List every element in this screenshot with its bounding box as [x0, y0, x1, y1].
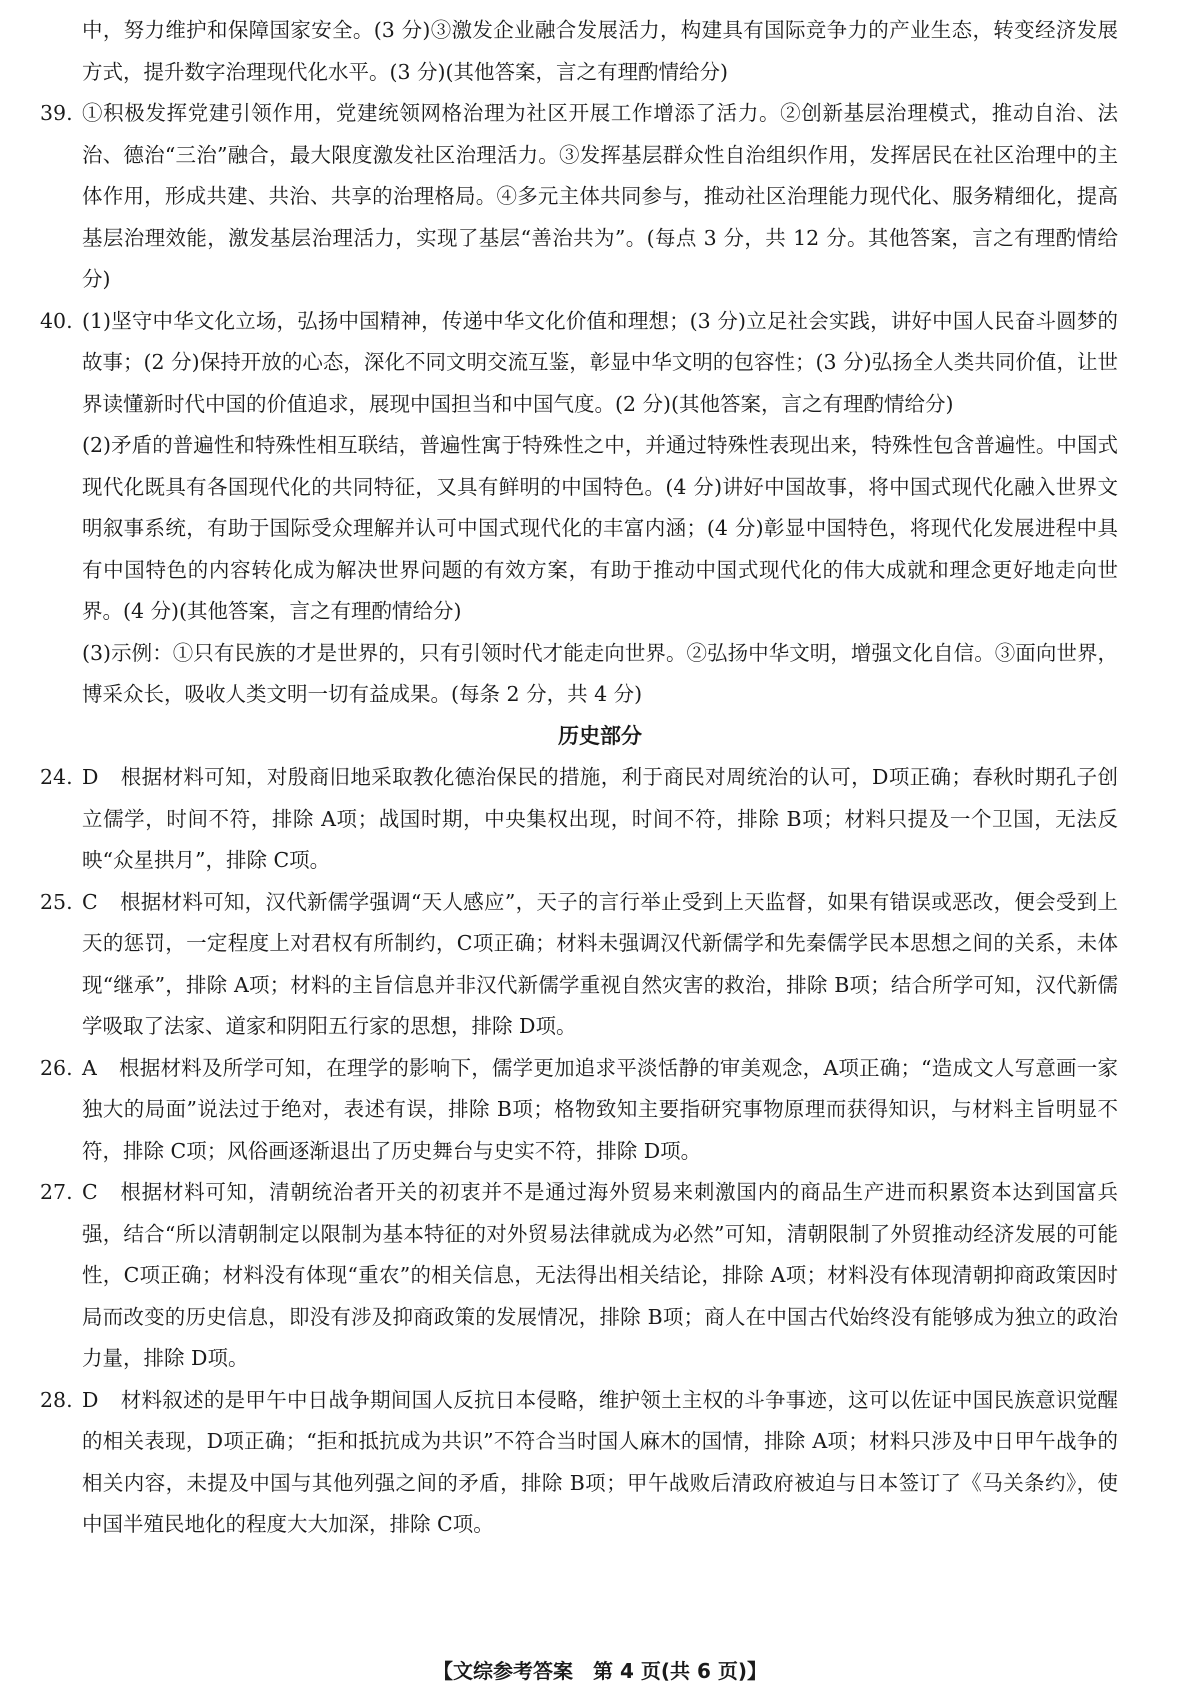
history-section-title: 历史部分: [558, 723, 642, 748]
answer-letter: D: [82, 1387, 99, 1412]
question-number: 39.: [40, 101, 73, 125]
answer-letter: C: [82, 1180, 98, 1204]
q38-continuation: 中，努力维护和保障国家安全。(3 分)③激发企业融合发展活力，构建具有国际竞争力的产业生态，转变经济发展方式，提升数字治理现代化水平。(3 分)(其他答案，言之有理酌情给分): [82, 18, 1118, 84]
q40-part2: (2)矛盾的普遍性和特殊性相互联结，普遍性寓于特殊性之中，并通过特殊性表现出来，特殊性包含普遍性。中国式现代化既具有各国现代化的共同特征，又具有鲜明的中国特色。(4 分)讲好中国故事，将中国式现代化融入世界文明叙事系统，有助于国际受众理解并认可中国式现代化的丰富内涵；(4 分)彰显中国特色，将现代化发展进程中具有中国特色的内容转化成为解决世界问题的有效方案，有助于推动中国式现代化的伟大成就和理念更好地走向世界。(4 分)(其他答案，言之有理酌情给分): [82, 433, 1118, 623]
question-number: 28.: [40, 1387, 73, 1412]
q39-answer: [40, 93, 1118, 301]
explanation-text: 材料叙述的是甲午中日战争期间国人反抗日本侵略，维护领土主权的斗争事迹，这可以佐证中国民族意识觉醒的相关表现，D项正确；“拒和抵抗成为共识”不符合当时国人麻木的国情，排除 A项；材料只涉及中日甲午战争的相关内容，未提及中国与其他列强之间的矛盾，排除 B项；甲午战败后清政府被迫与日本签订了《马关条约》，使中国半殖民地化的程度大大加深，排除 C项。: [82, 1387, 1118, 1536]
q40-part1: [40, 301, 1118, 426]
answer-letter: D: [82, 765, 99, 789]
history-item-26: [40, 1048, 1118, 1173]
question-number: 25.: [40, 889, 73, 914]
answer-page: [40, 10, 1118, 1546]
answer-letter: C: [82, 889, 98, 914]
history-item-28: [40, 1380, 1118, 1546]
explanation-text: 根据材料可知，对殷商旧地采取教化德治保民的措施，利于商民对周统治的认可，D项正确；春秋时期孔子创立儒学，时间不符，排除 A项；战国时期，中央集权出现，时间不符，排除 B项；材料只提及一个卫国，无法反映“众星拱月”，排除 C项。: [82, 765, 1118, 872]
q40-part1-text: (1)坚守中华文化立场，弘扬中国精神，传递中华文化价值和理想；(3 分)立足社会实践，讲好中国人民奋斗圆梦的故事；(2 分)保持开放的心态，深化不同文明交流互鉴，彰显中华文明的包容性；(3 分)弘扬全人类共同价值，让世界读懂新时代中国的价值追求，展现中国担当和中国气度。(2 分)(其他答案，言之有理酌情给分): [82, 308, 1118, 416]
question-number: 27.: [40, 1180, 73, 1204]
explanation-text: 根据材料可知，清朝统治者开关的初衷并不是通过海外贸易来刺激国内的商品生产进而积累资本达到国富兵强，结合“所以清朝制定以限制为基本特征的对外贸易法律就成为必然”可知，清朝限制了外贸推动经济发展的可能性，C项正确；材料没有体现“重农”的相关信息，无法得出相关结论，排除 A项；材料没有体现清朝抑商政策因时局而改变的历史信息，即没有涉及抑商政策的发展情况，排除 B项；商人在中国古代始终没有能够成为独立的政治力量，排除 D项。: [82, 1180, 1118, 1370]
history-item-24: [40, 757, 1118, 882]
explanation-text: 根据材料及所学可知，在理学的影响下，儒学更加追求平淡恬静的审美观念，A项正确；“造成文人写意画一家独大的局面”说法过于绝对，表述有误，排除 B项；格物致知主要指研究事物原理而获得知识，与材料主旨明显不符，排除 C项；风俗画逐渐退出了历史舞台与史实不符，排除 D项。: [82, 1055, 1118, 1163]
answer-letter: A: [82, 1055, 97, 1080]
explanation-text: 根据材料可知，汉代新儒学强调“天人感应”，天子的言行举止受到上天监督，如果有错误或恶改，便会受到上天的惩罚，一定程度上对君权有所制约，C项正确；材料未强调汉代新儒学和先秦儒学民本思想之间的关系，未体现“继承”，排除 A项；材料的主旨信息并非汉代新儒学重视自然灾害的救治，排除 B项；结合所学可知，汉代新儒学吸取了法家、道家和阴阳五行家的思想，排除 D项。: [82, 889, 1118, 1038]
history-item-25: [40, 882, 1118, 1048]
question-number: 26.: [40, 1055, 73, 1080]
question-number: 40.: [40, 308, 73, 333]
history-item-27: [40, 1172, 1118, 1380]
question-number: 24.: [40, 765, 73, 789]
q40-part3: (3)示例：①只有民族的才是世界的，只有引领时代才能走向世界。②弘扬中华文明，增强文化自信。③面向世界，博采众长，吸收人类文明一切有益成果。(每条 2 分，共 4 分): [82, 640, 1118, 706]
q39-text: ①积极发挥党建引领作用，党建统领网格治理为社区开展工作增添了活力。②创新基层治理模式，推动自治、法治、德治“三治”融合，最大限度激发社区治理活力。③发挥基层群众性自治组织作用，发挥居民在社区治理中的主体作用，形成共建、共治、共享的治理格局。④多元主体共同参与，推动社区治理能力现代化、服务精细化，提高基层治理效能，激发基层治理活力，实现了基层“善治共为”。(每点 3 分，共 12 分。其他答案，言之有理酌情给分): [82, 101, 1118, 291]
page-footer: 【文综参考答案 第 4 页(共 6 页)】: [433, 1659, 767, 1683]
